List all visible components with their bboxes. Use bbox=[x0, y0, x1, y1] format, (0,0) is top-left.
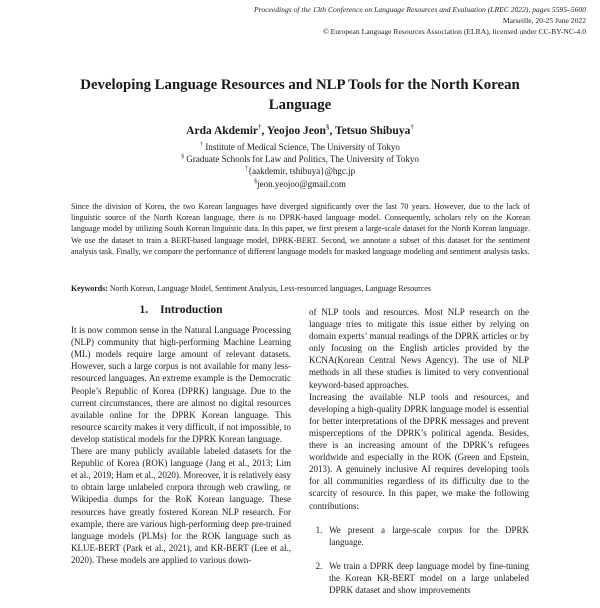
list-number: 2. bbox=[315, 560, 323, 571]
proceedings-header bbox=[166, 4, 586, 37]
affil-mark: § bbox=[254, 179, 258, 185]
list-item bbox=[309, 560, 529, 596]
email-text: jeon.yeojoo@gmail.com bbox=[257, 179, 346, 189]
affiliation-text: Institute of Medical Science, The University of Tokyo bbox=[205, 142, 400, 152]
section-number: 1. bbox=[139, 304, 149, 316]
author-name: Yeojoo Jeon bbox=[266, 124, 326, 137]
affil-mark: † bbox=[410, 123, 414, 131]
affil-mark: § bbox=[325, 123, 330, 131]
email-2 bbox=[100, 176, 500, 190]
author-separator: , bbox=[261, 124, 265, 137]
paragraph: Increasing the available NLP tools and resources, and developing a high-quality DPRK language model is essential for better interpretations of the DPRK messages and prevent misperceptions of the DPRK’s political agenda. Besides, there is an increasing amount of the DPRK’s refugees worldwide and especially in the ROK (Green and Epstein, 2013). A genuinely inclusive AI requires developing tools for all communities regardless of its difficulty due to the scarcity of resource. In this paper, we make the following contributions: bbox=[309, 391, 529, 511]
location-line: Marseille, 20-25 June 2022 bbox=[502, 16, 586, 25]
paragraph: of NLP tools and resources. Most NLP research on the language tries to mitigate this issue either by relying on domain experts’ manual readings of the DPRK articles or by only focusing on the English articles provided by the KCNA(Korean Central News Agency). The use of NLP methods in all these studies is limited to very conventional keyword-based approaches. bbox=[309, 307, 529, 390]
email-text: {aakdemir, tshibuya}@hgc.jp bbox=[247, 166, 356, 176]
proceedings-line: Proceedings of the 13th Conference on Language Resources and Evaluation (LREC 2022), pages 5595–5600 bbox=[254, 5, 586, 14]
paper-title: Developing Language Resources and NLP Tools for the North Korean Language bbox=[80, 77, 520, 113]
license-line: © European Language Resources Association (ELRA), licensed under CC-BY-NC-4.0 bbox=[322, 27, 586, 36]
section-heading bbox=[71, 304, 291, 316]
affil-mark: † bbox=[258, 123, 262, 131]
list-text: We present a large-scale corpus for the DPRK language. bbox=[329, 524, 529, 547]
affil-mark: § bbox=[181, 154, 185, 160]
list-text: We train a DPRK deep language model by fine-tuning the Korean KR-BERT model on a large unlabeled DPRK dataset and show improvements bbox=[329, 560, 529, 595]
keywords-label: Keywords: bbox=[71, 284, 108, 293]
email-1 bbox=[100, 163, 500, 177]
list-number: 1. bbox=[315, 524, 323, 535]
keywords bbox=[71, 283, 530, 294]
author-name: Tetsuo Shibuya bbox=[335, 124, 411, 137]
affiliation-text: Graduate Schools for Law and Politics, The University of Tokyo bbox=[186, 154, 419, 164]
paragraph: There are many publicly available labeled datasets for the Republic of Korea (ROK) language (Jang et al., 2013; Lim et al., 2019; Ham et al., 2020). Moreover, it is relatively easy to obtain large unlabeled corpora through web crawling, or Wikipedia dumps for the RoK Korean language. These resources have greatly fostered Korean NLP research. For example, there are various high-performing deep pre-trained language models (PLMs) for the ROK language such as KLUE-BERT (Park et al., 2021), and KR-BERT (Lee et al., 2020). These models are applied to various down- bbox=[71, 446, 291, 565]
affil-mark: † bbox=[200, 142, 204, 148]
abstract: Since the division of Korea, the two Korean languages have diverged significantly over the last 70 years. However, due to the lack of linguistic source of the North Korean language, there is no DPRK-based language model. Consequently, scholars rely on the Korean language model by utilizing South Korean linguistic data. In this paper, we first present a large-scale dataset for the North Korean language. We use the dataset to train a BERT-based language model, DPRK-BERT. Second, we annotate a subset of this dataset for the sentiment analysis task. Finally, we compare the performance of different language models for masked language modeling and sentiment analysis tasks. bbox=[71, 202, 530, 256]
right-column bbox=[309, 306, 529, 608]
paragraph: It is now common sense in the Natural Language Processing (NLP) community that high-performing Machine Learning (ML) models require large amount of relevant datasets. However, such a large corpus is not available for many less-resourced languages. An extreme example is the Democratic People’s Republic of Korea (DPRK) language. Due to the current circumstances, there are almost no digital resources available online for the DPRK Korean language. This resource scarcity makes it very difficult, if not impossible, to develop statistical models for the DPRK Korean language. bbox=[71, 325, 291, 444]
keywords-text: North Korean, Language Model, Sentiment Analysis, Less-resourced languages, Language Resources bbox=[109, 284, 431, 293]
affil-mark: † bbox=[244, 166, 248, 172]
list-item bbox=[309, 524, 529, 548]
contribution-list bbox=[309, 524, 529, 596]
author-list bbox=[100, 123, 500, 137]
left-column bbox=[71, 304, 291, 566]
author-separator: , bbox=[329, 124, 333, 137]
section-title: Introduction bbox=[160, 304, 223, 316]
author-name: Arda Akdemir bbox=[186, 124, 259, 137]
